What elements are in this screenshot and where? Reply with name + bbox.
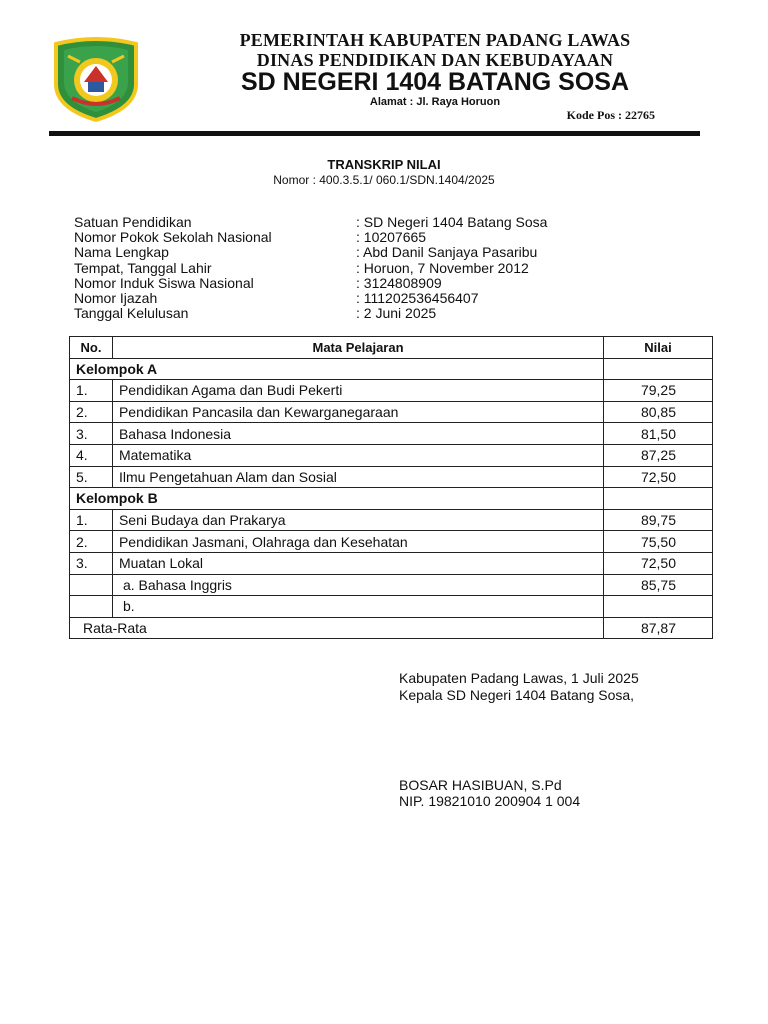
info-row — [74, 306, 634, 321]
empty-cell — [604, 358, 713, 380]
row-subject: Bahasa Indonesia — [112, 423, 603, 445]
table-row — [70, 596, 713, 618]
row-grade: 81,50 — [604, 423, 713, 445]
document-title: TRANSKRIP NILAI — [327, 157, 441, 172]
school-address: Alamat : Jl. Raya Horuon — [369, 96, 501, 108]
signatory-nip: NIP. 19821010 200904 1 004 — [399, 793, 581, 809]
average-label: Rata-Rata — [70, 617, 604, 639]
row-subject: Seni Budaya dan Prakarya — [112, 509, 603, 531]
table-row — [70, 423, 713, 445]
empty-cell — [604, 488, 713, 510]
info-row — [74, 276, 634, 291]
row-grade: 72,50 — [604, 552, 713, 574]
info-value: : Horuon, 7 November 2012 — [356, 259, 529, 276]
row-subject: Pendidikan Pancasila dan Kewarganegaraan — [112, 401, 603, 423]
row-no — [70, 574, 113, 596]
info-row — [74, 261, 634, 276]
average-row — [70, 617, 713, 639]
info-label: Nomor Ijazah — [74, 289, 158, 306]
student-info — [74, 215, 634, 321]
info-value: : Abd Danil Sanjaya Pasaribu — [356, 244, 538, 261]
header-no: No. — [70, 337, 113, 359]
row-subject: b. — [112, 596, 603, 618]
department-heading: DINAS PENDIDIKAN DAN KEBUDAYAAN — [256, 50, 614, 70]
info-value: : 10207665 — [356, 229, 427, 246]
group-row — [70, 358, 713, 380]
row-subject: a. Bahasa Inggris — [112, 574, 603, 596]
table-row — [70, 380, 713, 402]
row-subject: Matematika — [112, 444, 603, 466]
info-value: : SD Negeri 1404 Batang Sosa — [356, 214, 548, 230]
row-no: 1. — [70, 380, 113, 402]
row-subject: Muatan Lokal — [112, 552, 603, 574]
grades-table — [69, 336, 713, 639]
row-no: 1. — [70, 509, 113, 531]
header-divider — [49, 131, 700, 136]
row-grade — [604, 596, 713, 618]
info-row — [74, 291, 634, 306]
header-grade: Nilai — [604, 337, 713, 359]
info-label: Tempat, Tanggal Lahir — [74, 259, 212, 276]
info-value: : 111202536456407 — [356, 289, 479, 306]
signatory-name: BOSAR HASIBUAN, S.Pd — [399, 777, 562, 793]
table-row — [70, 466, 713, 488]
row-subject: Pendidikan Jasmani, Olahraga dan Kesehatan — [112, 531, 603, 553]
info-value: : 3124808909 — [356, 274, 442, 291]
signature-place-date: Kabupaten Padang Lawas, 1 Juli 2025 — [399, 670, 639, 686]
average-value: 87,87 — [604, 617, 713, 639]
row-grade: 75,50 — [604, 531, 713, 553]
row-no: 2. — [70, 401, 113, 423]
row-grade: 80,85 — [604, 401, 713, 423]
info-row — [74, 215, 634, 230]
table-row — [70, 552, 713, 574]
table-row — [70, 444, 713, 466]
table-header-row — [70, 337, 713, 359]
header-subject: Mata Pelajaran — [112, 337, 603, 359]
postal-code: Kode Pos : 22765 — [566, 108, 655, 122]
row-grade: 87,25 — [604, 444, 713, 466]
row-no: 4. — [70, 444, 113, 466]
school-name-heading: SD NEGERI 1404 BATANG SOSA — [240, 68, 630, 96]
document-number: Nomor : 400.3.5.1/ 060.1/SDN.1404/2025 — [273, 173, 495, 187]
info-label: Nomor Induk Siswa Nasional — [74, 274, 254, 291]
info-label: Nomor Pokok Sekolah Nasional — [74, 229, 272, 246]
row-subject: Ilmu Pengetahuan Alam dan Sosial — [112, 466, 603, 488]
regency-emblem-logo — [50, 36, 142, 122]
info-label: Tanggal Kelulusan — [74, 305, 189, 322]
info-row — [74, 230, 634, 245]
info-row — [74, 245, 634, 260]
info-label: Nama Lengkap — [74, 244, 169, 261]
group-a-label: Kelompok A — [70, 358, 604, 380]
table-row — [70, 509, 713, 531]
signature-position: Kepala SD Negeri 1404 Batang Sosa, — [399, 687, 635, 703]
table-row — [70, 401, 713, 423]
row-no: 3. — [70, 423, 113, 445]
row-grade: 89,75 — [604, 509, 713, 531]
row-no: 2. — [70, 531, 113, 553]
row-grade: 72,50 — [604, 466, 713, 488]
table-row — [70, 574, 713, 596]
row-no: 5. — [70, 466, 113, 488]
info-value: : 2 Juni 2025 — [356, 305, 437, 322]
row-grade: 85,75 — [604, 574, 713, 596]
row-subject: Pendidikan Agama dan Budi Pekerti — [112, 380, 603, 402]
row-no: 3. — [70, 552, 113, 574]
info-label: Satuan Pendidikan — [74, 214, 192, 230]
government-heading: PEMERINTAH KABUPATEN PADANG LAWAS — [239, 30, 631, 50]
group-b-label: Kelompok B — [70, 488, 604, 510]
row-grade: 79,25 — [604, 380, 713, 402]
group-row — [70, 488, 713, 510]
row-no — [70, 596, 113, 618]
table-row — [70, 531, 713, 553]
